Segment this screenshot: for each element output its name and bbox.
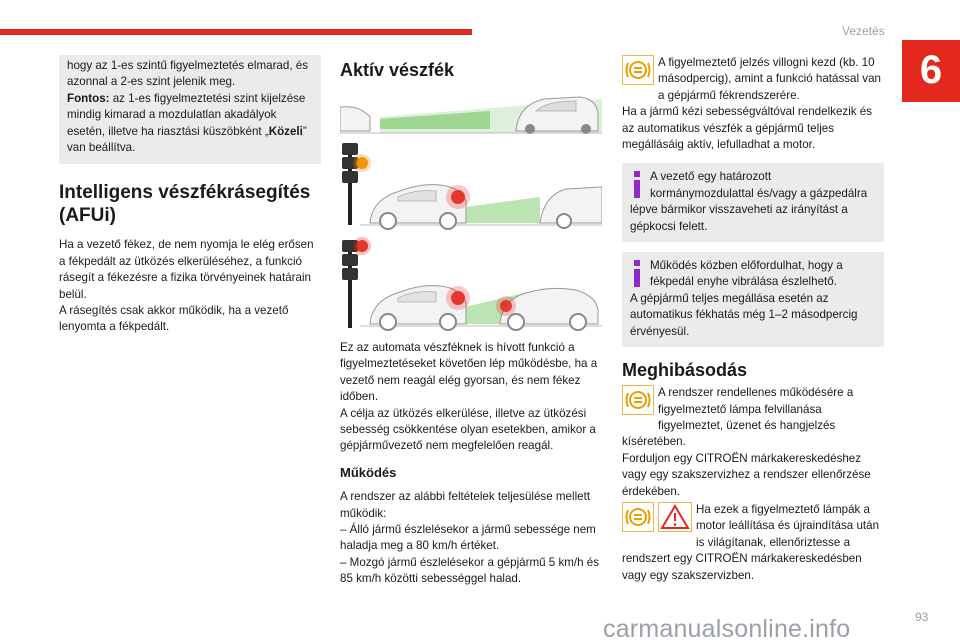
info-box-2-text-b: A gépjármű teljes megállása esetén az automatikus fékhatás még 1–2 másodpercig érvényesül. (630, 291, 858, 338)
car-side-icon (370, 286, 470, 330)
fault-paragraph-2: Forduljon egy CITROËN márkakereskedéshez vagy egy szakszervizhez a rendszer ellenőrzése érdekében. (622, 451, 871, 498)
active-brake-paragraph-2: A célja az ütközés elkerülése, illetve az ütközési sebesség csökkentése olyan esetekben, amikor a gépjárművezető nem megfelelően reagál. (340, 406, 596, 453)
mukodes-heading: Működés (340, 464, 397, 480)
illustration-moving-vehicle (340, 236, 602, 336)
chapter-number: 6 (902, 40, 960, 102)
car-front-partial-icon (340, 107, 370, 131)
info-box-2-text-a: Működés közben előfordulhat, hogy a fékpedál enyhe vibrálása észlelhető. (650, 259, 843, 289)
afui-paragraph-2: A rásegítés csak akkor működik, ha a vezető lenyomta a fékpedált. (59, 304, 289, 334)
watermark: carmanualsonline.info (603, 615, 851, 643)
active-brake-heading: Aktív vészfék (340, 60, 455, 80)
info-icon (630, 169, 644, 199)
illustration-standing-vehicle (340, 139, 602, 232)
page-number: 93 (915, 610, 929, 624)
brake-warning-lamp-icon (622, 385, 654, 420)
active-brake-paragraph-1: Ez az automata vészféknek is hívott funkció a figyelmeztetéseket követően lép működésbe, ha a vezető nem reagál elég gyorsan, és nem fékez időben. (340, 341, 598, 404)
note-fontos: Fontos: az 1-es figyelmeztetési szint kijelzése mindig kimarad a mozdulatlan akadályok esetén, illetve ha riasztási küszöbként „Közeli” van beállítva. (67, 91, 307, 155)
fault-block-2 (622, 502, 884, 584)
car-moving-icon (496, 288, 598, 330)
warning-lamp-block (622, 55, 884, 104)
car-side-icon (370, 185, 470, 229)
header-accent-bar (0, 29, 472, 35)
fault-paragraph-3: Ha ezek a figyelmeztető lámpák a motor leállítása és újraindítása után is világítanak, ellenőriztesse a rendszert egy CITROËN márkakereskedésben vagy egy szakszervizben. (622, 502, 880, 582)
info-box-1-text: A vezető egy határozott kormánymozdulattal és/vagy a gázpedálra lépve bármikor visszaveheti az irányítást a gépkocsi felett. (630, 170, 868, 233)
car-rear-icon (516, 97, 598, 134)
column-middle (340, 55, 602, 588)
afui-paragraph-1: Ha a vezető fékez, de nem nyomja le elég erősen a fékpedált az ütközés elkerüléséhez, a funkció rásegít a fékezésre a fizika törvényeinek határain belül. (59, 238, 314, 301)
car-stopped-icon (540, 187, 602, 228)
mukodes-paragraph-2: – Álló jármű észlelésekor a jármű sebessége nem haladja meg a 80 km/h értéket. (340, 523, 596, 553)
afui-heading: Intelligens vészfékrásegítés (AFUi) (59, 182, 311, 227)
section-title: Vezetés (842, 24, 885, 38)
brake-warning-lamp-icon (622, 502, 654, 537)
note-line: hogy az 1-es szintű figyelmeztetés elmarad, és azonnal a 2-es szint jelenik meg. (67, 59, 309, 89)
note-box (59, 55, 321, 164)
fault-heading: Meghibásodás (622, 360, 748, 381)
mukodes-paragraph-1: A rendszer az alábbi feltételek teljesülése mellett működik: (340, 490, 591, 520)
info-box-2 (622, 252, 884, 347)
traffic-light-icon (342, 237, 371, 328)
column-left (59, 55, 321, 336)
fault-paragraph-1: A rendszer rendellenes működésére a figyelmeztető lámpa felvillanása figyelmeztet, üzenet és hangjelzés kíséretében. (622, 386, 854, 449)
manual-gear-paragraph: Ha a jármű kézi sebességváltóval rendelkezik és az automatikus vészfék a gépjármű teljes megállásáig aktív, lefulladhat a motor. (622, 105, 873, 152)
info-icon (630, 258, 644, 288)
fault-block-1 (622, 385, 884, 451)
mukodes-paragraph-3: – Mozgó jármű észlelésekor a gépjármű 5 km/h és 85 km/h közötti sebességgel halad. (340, 555, 600, 586)
warning-paragraph: A figyelmeztető jelzés villogni kezd (kb. 10 másodpercig), amint a funkció hatással van a gépjármű fékrendszerére. (658, 56, 881, 102)
info-box-1 (622, 163, 884, 242)
column-right (622, 55, 884, 584)
warning-triangle-icon (658, 502, 692, 537)
illustration-approach (340, 89, 602, 135)
traffic-light-icon (342, 143, 371, 225)
brake-warning-lamp-icon (622, 55, 654, 90)
